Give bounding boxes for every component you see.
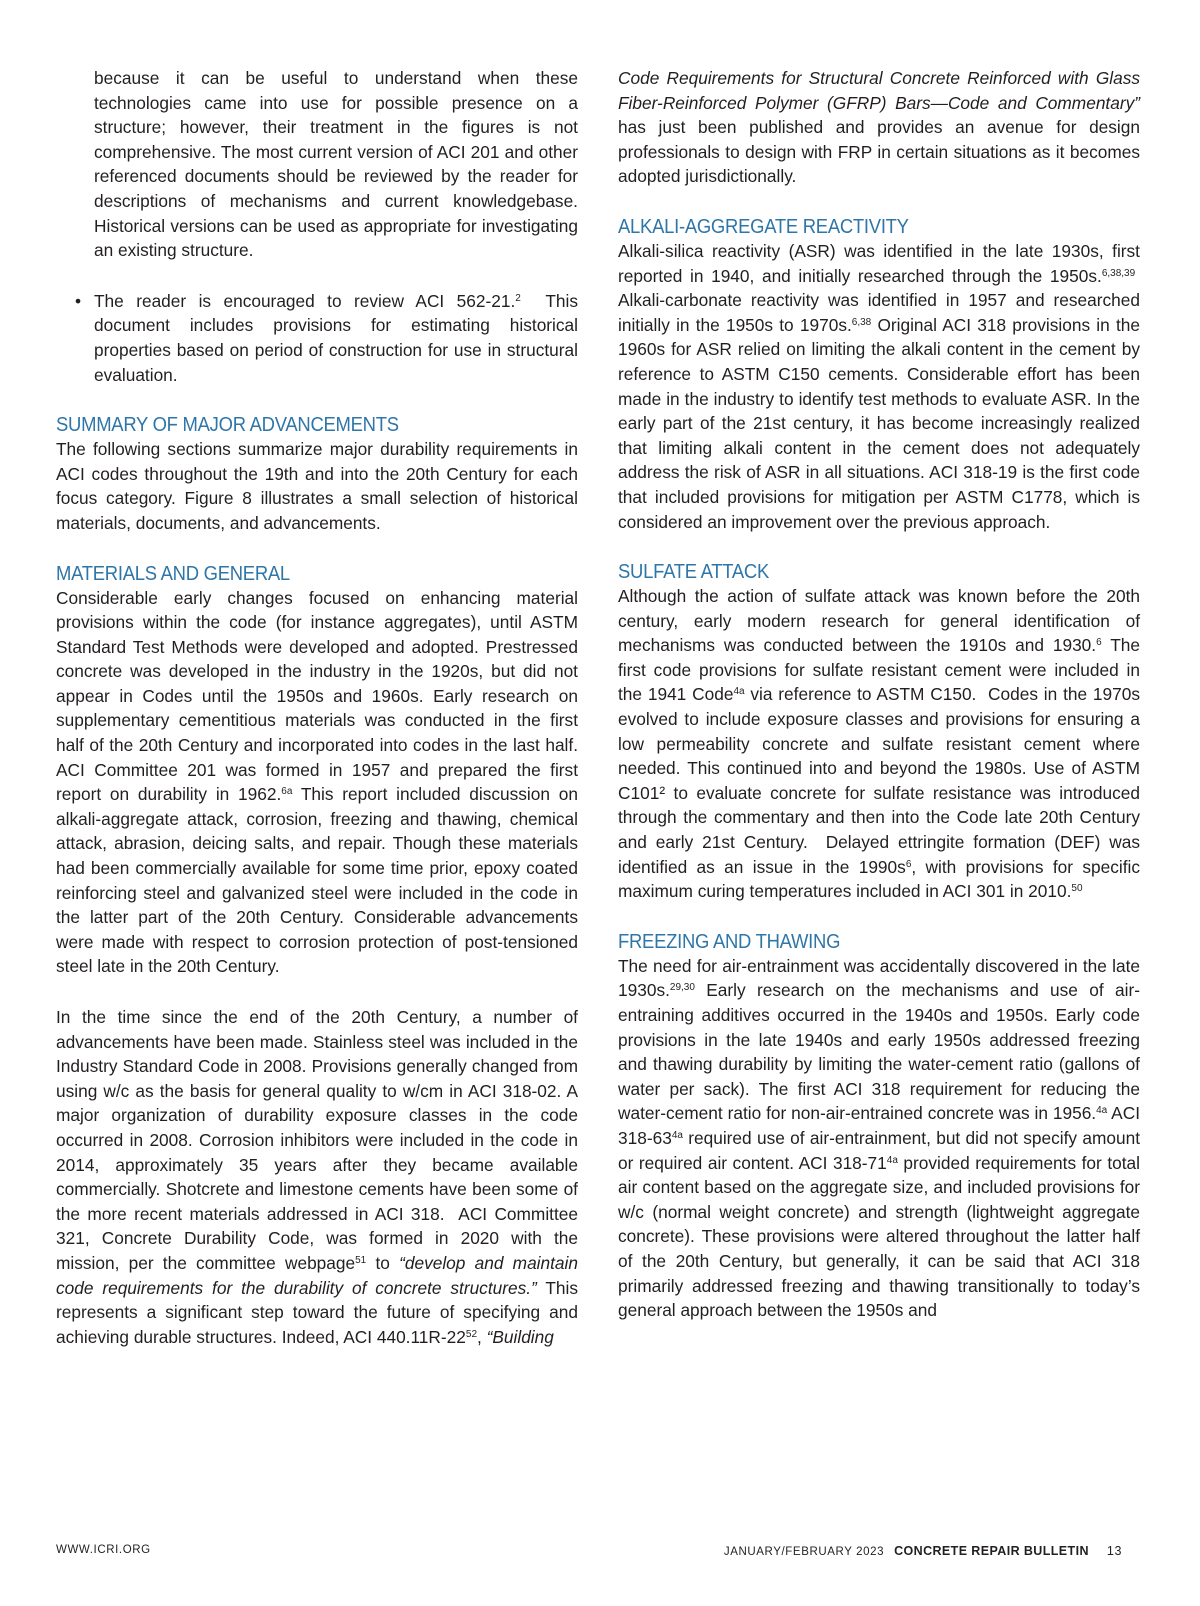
right-column xyxy=(618,66,1140,1323)
heading-freezing: FREEZING AND THAWING xyxy=(618,929,841,953)
footnote-ref: 6 xyxy=(1096,637,1102,649)
page-number: 13 xyxy=(1106,1544,1122,1558)
footnote-ref: 50 xyxy=(1071,883,1083,895)
footnote-ref: 51 xyxy=(355,1254,367,1266)
publication-title: CONCRETE REPAIR BULLETIN xyxy=(894,1544,1089,1558)
footnote-ref: 4a xyxy=(1096,1105,1108,1117)
footnote-ref: 4a xyxy=(671,1129,683,1141)
bullet-icon: • xyxy=(75,290,82,311)
footnote-ref: 6,38 xyxy=(851,316,872,328)
heading-summary: SUMMARY OF MAJOR ADVANCEMENTS xyxy=(56,413,399,437)
alkali-paragraph: Alkali-silica reactivity (ASR) was identified in the late 1930s, first reported in 1940, and initially researched through the 1950s.$^{6,38,39}$ Alkali-carbonate reactivity was identified in 1957 and researched initially in the 1950s to 1970s.$^{6,38}$ Original ACI 318 provisions in the 1960s for ASR relied on limiting the alkali content in the cement by reference to ASTM C150 cements. Considerable effort has been made in the industry to identify test methods to evaluate ASR. In the early part of the 21st century, it has become increasingly realized that limiting alkali content in the cement does not adequately address the risk of ASR in all situations. ACI 318-19 is the first code that included provisions for mitigation per ASTM C1778, which is considered an improvement over the previous approach. xyxy=(618,240,1140,532)
footnote-ref: 4a xyxy=(886,1154,898,1166)
continued-paragraph: Code Requirements for Structural Concrete Reinforced with Glass Fiber-Reinforced Polymer (GFRP) Bars—Code and Commentary” has just been published and provides an avenue for design professionals to design with FRP in certain situations as it becomes adopted jurisdictionally. xyxy=(618,68,1140,187)
footnote-ref: 6,38,39 xyxy=(1101,267,1136,279)
materials-paragraph-1: Considerable early changes focused on enhancing material provisions within the code (for instance aggregates), until ASTM Standard Test Methods were developed and adopted. Prestressed concrete was developed in the industry in the 1920s, but did not appear in Codes until the 1950s and 1960s. Early research on supplementary cementitious materials was conducted in the first half of the 20th Century and incorporated into codes in the last half. ACI Committee 201 was formed in 1957 and prepared the first report on durability in 1962.$^{6a}$ This report included discussion on alkali-aggregate attack, corrosion, freezing and thawing, chemical attack, abrasion, deicing salts, and repair. Though these materials had been commercially available for some time prior, epoxy coated reinforcing steel and galvanized steel were included in the code in the latter part of the 20th Century. Considerable advancements were made with respect to corrosion protection of post-tensioned steel late in the 20th Century. xyxy=(56,587,578,977)
heading-materials: MATERIALS AND GENERAL xyxy=(56,561,290,585)
issue-date: JANUARY/FEBRUARY 2023 xyxy=(723,1546,885,1558)
bullet-text: The reader is encouraged to review ACI 562-21.$^2$ This document includes provisions for estimating historical properties based on period of construction for use in structural evaluation. xyxy=(94,290,579,385)
bullet-item xyxy=(56,289,578,387)
left-column xyxy=(56,66,578,1349)
footnote-ref: 2 xyxy=(515,292,521,304)
heading-alkali: ALKALI-AGGREGATE REACTIVITY xyxy=(618,214,909,238)
summary-paragraph: The following sections summarize major durability requirements in ACI codes throughout the 19th and into the 20th Century for each focus category. Figure 8 illustrates a small selection of historical materials, documents, and advancements. xyxy=(56,439,578,533)
footer-url[interactable]: WWW.ICRI.ORG xyxy=(56,1544,151,1556)
freezing-paragraph: The need for air-entrainment was accidentally discovered in the late 1930s.$^{29,30}$ Early research on the mechanisms and use of air-entraining additives occurred in the 1940s and 1950s. Early code provisions in the late 1940s and early 1950s addressed freezing and thawing durability by limiting the water-cement ratio (gallons of water per sack). The first ACI 318 requirement for reducing the water-cement ratio for non-air-entrained concrete was in 1956.$^{4a}$ ACI $318-63^{4a}$ required use of air-entrainment, but did not specify amount or required air content. ACI $318-71^{4a}$ provided requirements for total air content based on the aggregate size, and included provisions for w/c (normal weight concrete) and strength (lightweight aggregate concrete). These provisions were altered throughout the latter half of the 20th Century, but generally, it can be said that ACI 318 primarily addressed freezing and thawing transitionally to today’s general approach between the 1950s and xyxy=(618,955,1140,1321)
sulfate-paragraph: Although the action of sulfate attack was known before the 20th century, early modern research for general identification of mechanisms was conducted between the 1910s and 1930.$^6$ The first code provisions for sulfate resistant cement were included in the 1941 Code$^{4a}$ via reference to ASTM C150. Codes in the 1970s evolved to include exposure classes and provisions for ensuring a low permeability concrete and sulfate resistant cement where needed. This continued into and beyond the 1980s. Use of ASTM C101² to evaluate concrete for sulfate resistance was introduced through the commentary and then into the Code late 20th Century and early 21st Century. Delayed ettringite formation (DEF) was identified as an issue in the $1990s^6$, with provisions for specific maximum curing temperatures included in ACI 301 in 2010.50 xyxy=(618,586,1140,902)
footer-publication xyxy=(724,1544,1122,1558)
footnote-ref: 4a xyxy=(733,686,745,698)
footnote-ref: 29,30 xyxy=(669,982,695,994)
footnote-ref: 52 xyxy=(465,1328,478,1340)
heading-sulfate: SULFATE ATTACK xyxy=(618,560,770,584)
footnote-ref: 6a xyxy=(281,786,293,798)
footnote-ref: 6 xyxy=(905,858,912,870)
intro-paragraph: because it can be useful to understand when these technologies came into use for possible presence on a structure; however, their treatment in the figures is not comprehensive. The most current version of ACI 201 and other referenced documents should be reviewed by the reader for descriptions of mechanisms and current knowledgebase. Historical versions can be used as appropriate for investigating an existing structure. xyxy=(94,68,578,261)
materials-paragraph-2: In the time since the end of the 20th Century, a number of advancements have been made. Stainless steel was included in the Industry Standard Code in 2008. Provisions generally changed from using w/c as the basis for general quality to w/cm in ACI 318-02. A major organization of durability exposure classes in the code occurred in 2008. Corrosion inhibitors were included in the code in 2014, approximately 35 years after they became available commercially. Shotcrete and limestone cements have been some of the more recent materials addressed in ACI 318. ACI Committee 321, Concrete Durability Code, was formed in 2020 with the mission, per the committee webpage$^{51}$ to “develop and maintain code requirements for the durability of concrete structures.” This represents a significant step toward the future of specifying and achieving durable structures. Indeed, ACI $440.11R-22^{52}$, “Building xyxy=(56,1007,579,1347)
